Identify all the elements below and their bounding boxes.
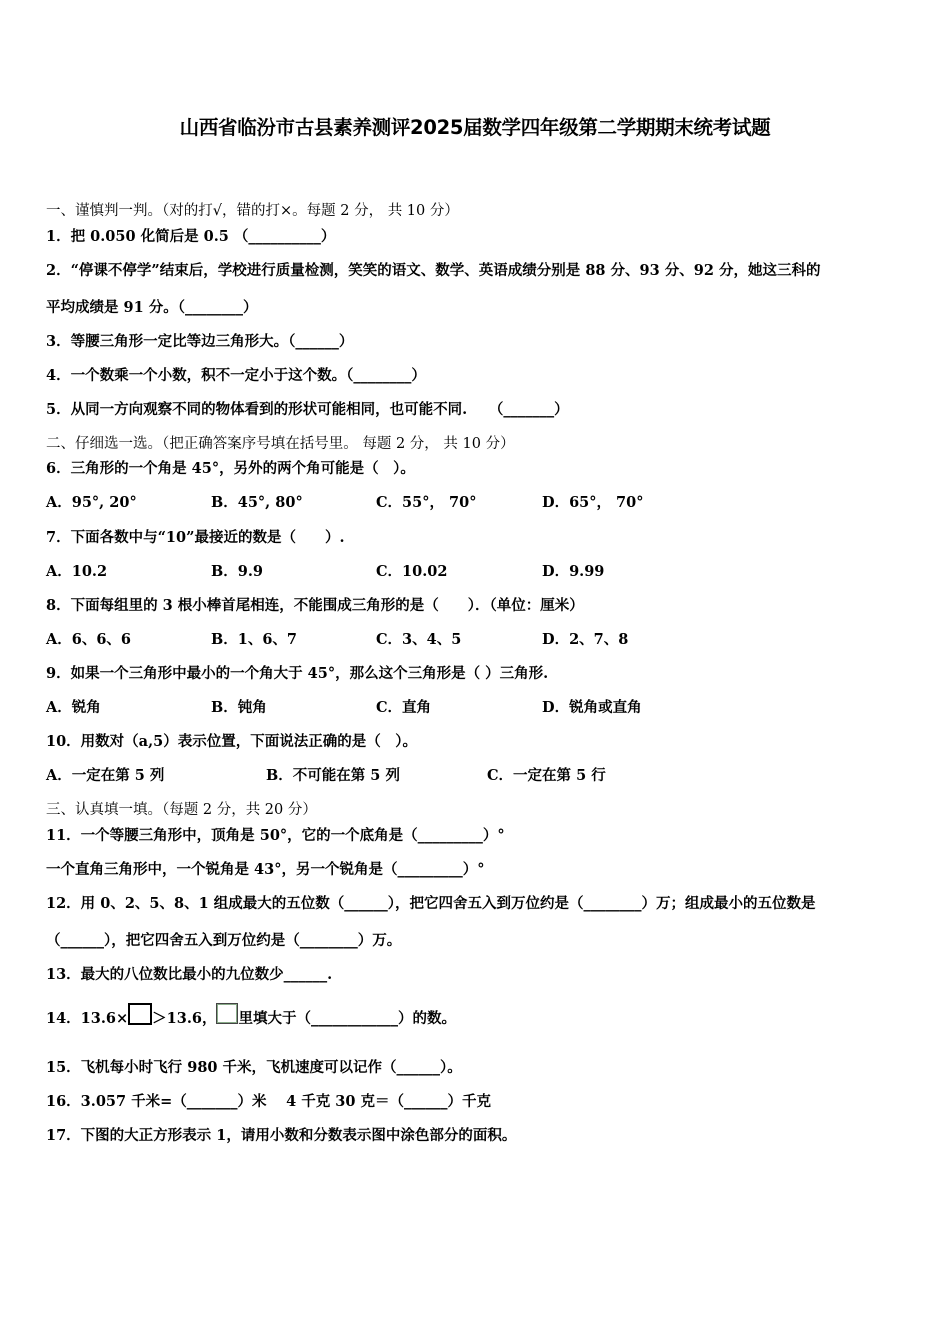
question-12-line1: 12．用 0、2、5、8、1 组成最大的五位数（______），把它四舍五入到万位约是（________）万；组成最小的五位数是 [46, 895, 816, 912]
question-14-part2: ＞13.6， [152, 1010, 217, 1027]
blank-square-box [128, 1003, 152, 1025]
option-b[interactable]: B．9.9 [211, 563, 263, 580]
question-10: 10．用数对（a,5）表示位置，下面说法正确的是（ ）。 [46, 733, 417, 750]
section1-header: 一、谨慎判一判。（对的打√，错的打×。每题 2 分， 共 10 分） [46, 203, 459, 219]
question-2-line2: 平均成绩是 91 分。（________） [46, 299, 258, 316]
question-14-part1: 14．13.6× [46, 1010, 129, 1027]
option-d[interactable]: D．9.99 [542, 563, 605, 580]
question-13: 13．最大的八位数比最小的九位数少______. [46, 966, 333, 983]
question-11-line1: 11．一个等腰三角形中，顶角是 50°，它的一个底角是（_________）° [46, 827, 505, 844]
question-12-line2: （______），把它四舍五入到万位约是（________）万。 [46, 932, 402, 949]
question-8: 8．下面每组里的 3 根小棒首尾相连，不能围成三角形的是（ ）．（单位：厘米） [46, 597, 584, 614]
question-14 [46, 1003, 456, 1034]
question-16: 16．3.057 千米=（_______）米 4 千克 30 克＝（______）千克 [46, 1093, 491, 1110]
question-6: 6．三角形的一个角是 45°，另外的两个角可能是（ ）。 [46, 460, 415, 477]
question-11-line2: 一个直角三角形中，一个锐角是 43°，另一个锐角是（_________）° [46, 861, 485, 878]
option-c[interactable]: C．直角 [376, 699, 432, 716]
option-c[interactable]: C．一定在第 5 行 [487, 767, 606, 784]
option-c[interactable]: C．55°， 70° [376, 494, 477, 511]
option-a[interactable]: A．6、6、6 [46, 631, 132, 648]
option-a[interactable]: A．95°, 20° [46, 494, 137, 511]
section3-header: 三、认真填一填。（每题 2 分，共 20 分） [46, 802, 317, 818]
option-d[interactable]: D．锐角或直角 [542, 699, 642, 716]
question-9: 9．如果一个三角形中最小的一个角大于 45°，那么这个三角形是（ ）三角形. [46, 665, 549, 682]
option-c[interactable]: C．3、4、5 [376, 631, 462, 648]
question-17: 17．下图的大正方形表示 1，请用小数和分数表示图中涂色部分的面积。 [46, 1127, 517, 1144]
option-d[interactable]: D．2、7、8 [542, 631, 629, 648]
question-14-part3: 里填大于（____________）的数。 [238, 1010, 456, 1027]
question-5: 5．从同一方向观察不同的物体看到的形状可能相同，也可能不同. （_______） [46, 401, 569, 418]
option-c[interactable]: C．10.02 [376, 563, 448, 580]
option-b[interactable]: B．45°, 80° [211, 494, 303, 511]
option-a[interactable]: A．10.2 [46, 563, 108, 580]
question-1: 1．把 0.050 化简后是 0.5 （__________） [46, 228, 336, 245]
option-b[interactable]: B．不可能在第 5 列 [266, 767, 400, 784]
option-d[interactable]: D．65°， 70° [542, 494, 644, 511]
option-b[interactable]: B．1、6、7 [211, 631, 298, 648]
option-a[interactable]: A．锐角 [46, 699, 101, 716]
section2-header: 二、仔细选一选。（把正确答案序号填在括号里。 每题 2 分， 共 10 分） [46, 436, 515, 452]
option-a[interactable]: A．一定在第 5 列 [46, 767, 165, 784]
question-2-line1: 2．“停课不停学”结束后，学校进行质量检测，笑笑的语文、数学、英语成绩分别是 88 分、93 分、92 分，她这三科的 [46, 262, 821, 279]
blank-square-box-small [216, 1003, 238, 1024]
question-4: 4．一个数乘一个小数，积不一定小于这个数。（________） [46, 367, 426, 384]
option-b[interactable]: B．钝角 [211, 699, 267, 716]
exam-title: 山西省临汾市古县素养测评2025届数学四年级第二学期期末统考试题 [179, 116, 771, 139]
question-7: 7．下面各数中与“10”最接近的数是（ ）. [46, 529, 345, 546]
question-3: 3．等腰三角形一定比等边三角形大。（______） [46, 333, 354, 350]
question-15: 15．飞机每小时飞行 980 千米，飞机速度可以记作（______）。 [46, 1059, 462, 1076]
